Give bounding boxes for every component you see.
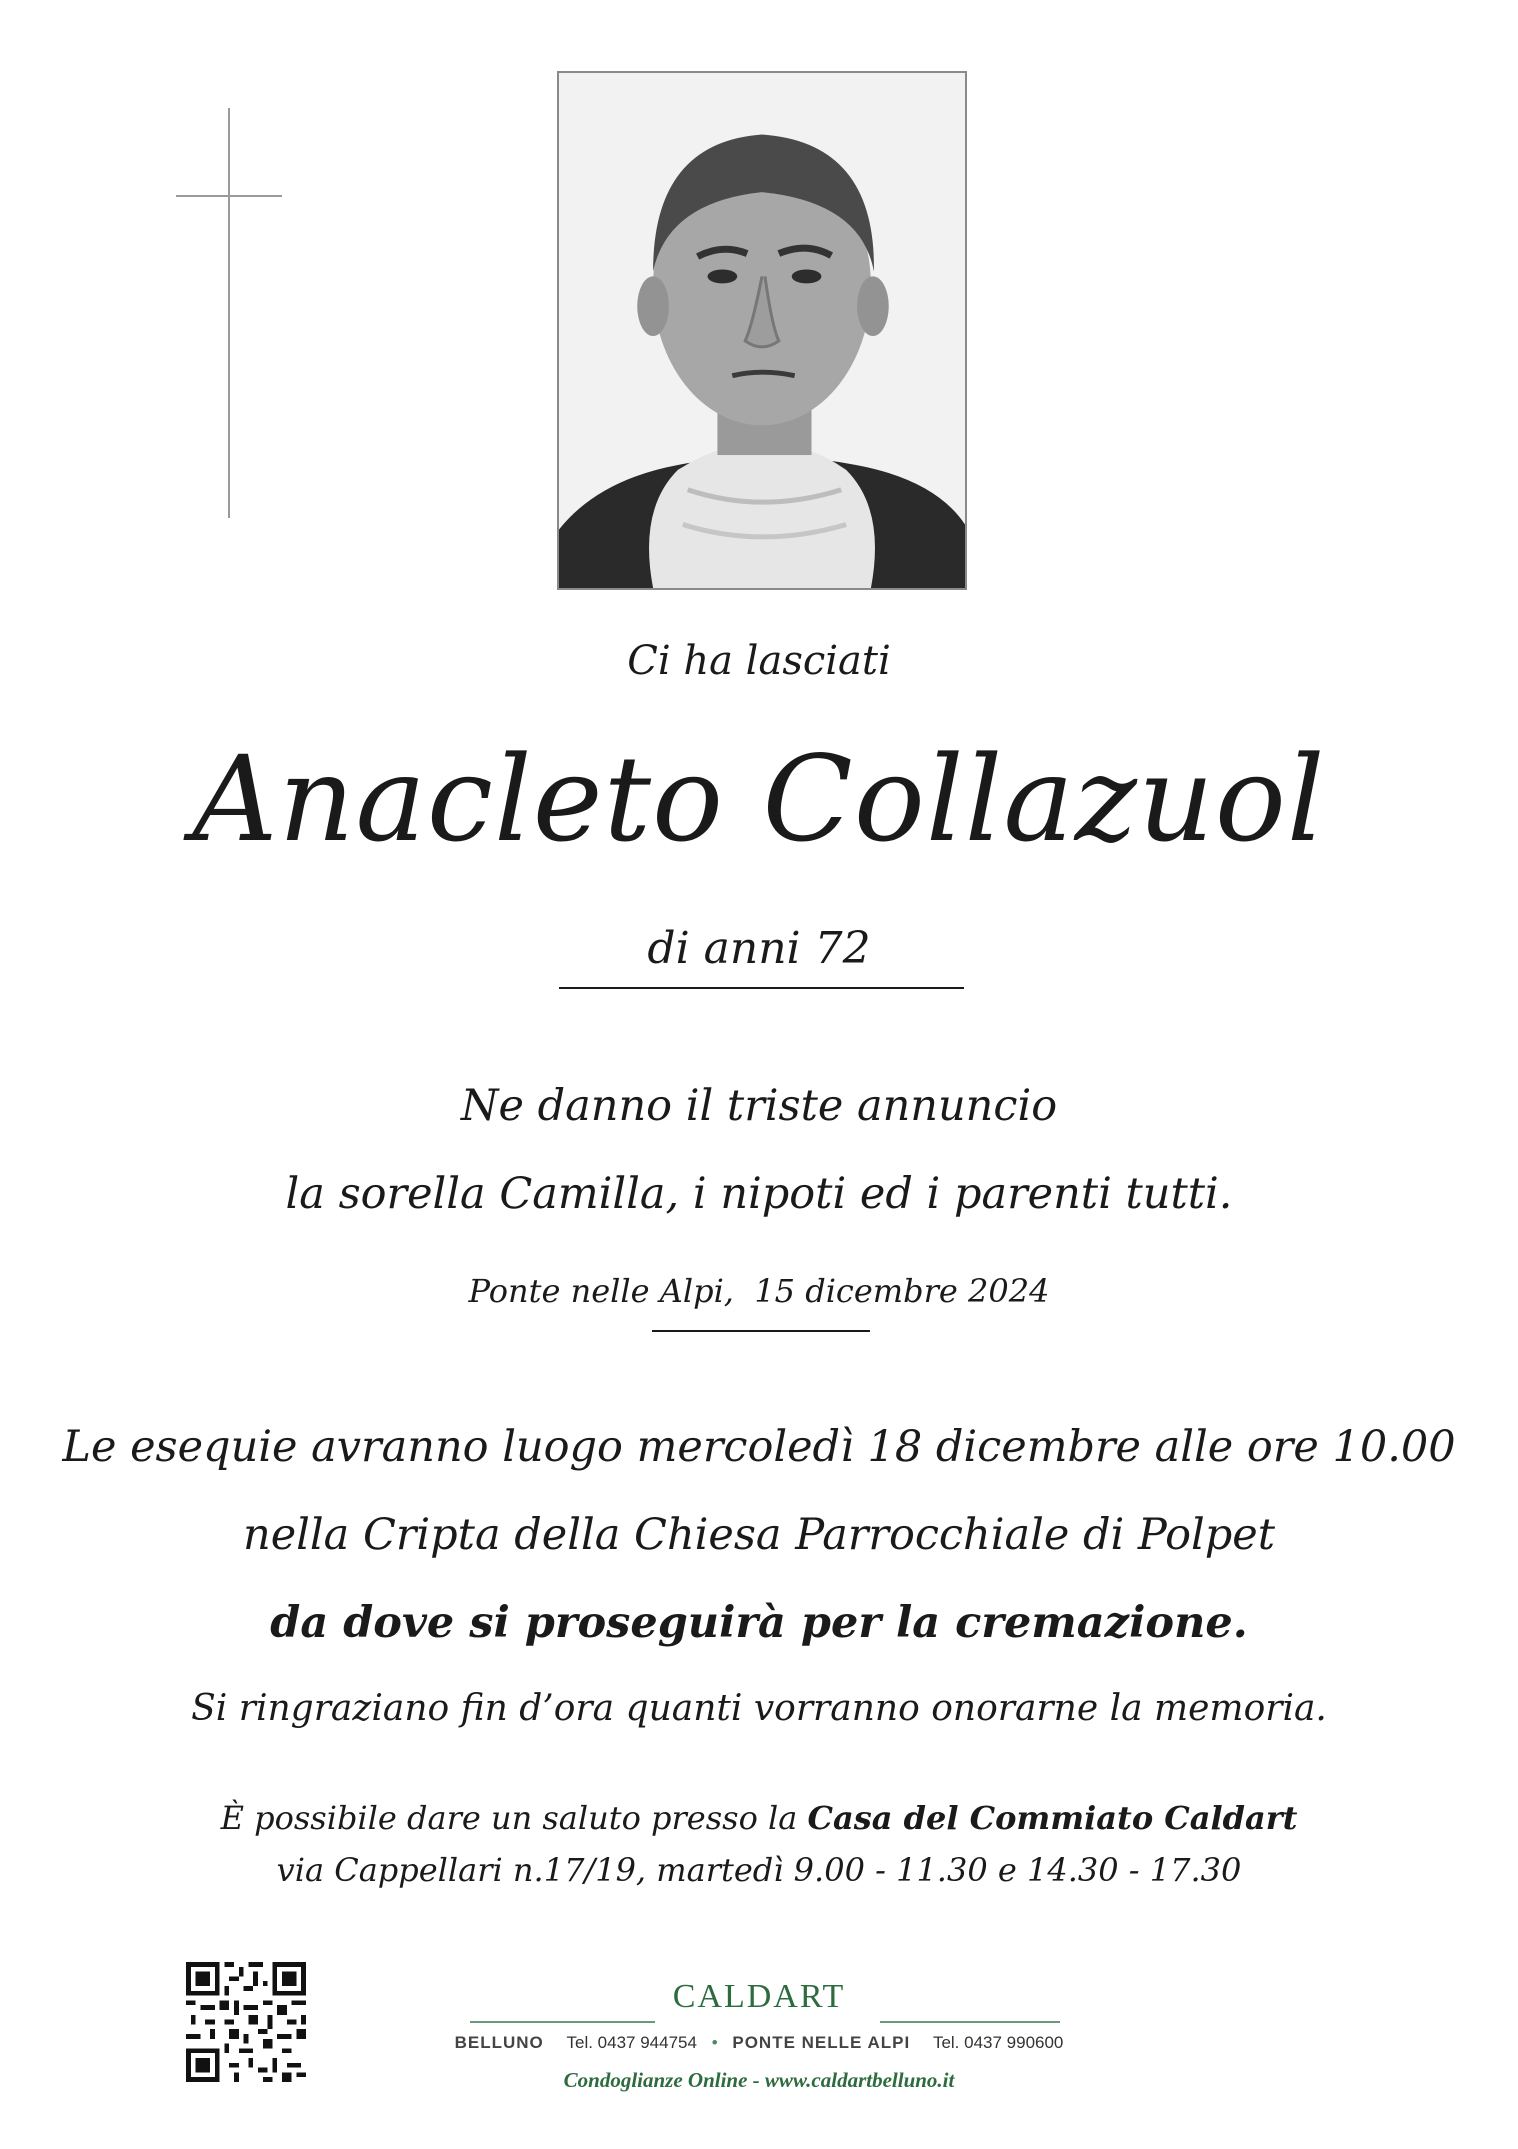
brand-divider-left — [470, 2021, 655, 2023]
visit-line-2: via Cappellari n.17/19, martedì 9.00 - 11.30 e 14.30 - 17.30 — [276, 1851, 1242, 1889]
funeral-info — [0, 1403, 1518, 1667]
funeral-bold-text: da dove si proseguirà per la cremazione. — [270, 1598, 1248, 1648]
divider — [559, 987, 964, 989]
announcement-line: la sorella Camilla, i nipoti ed i parenti tutti. — [285, 1169, 1233, 1219]
city-ponte: PONTE NELLE ALPI — [732, 2033, 911, 2052]
announcement — [0, 1062, 1518, 1238]
place-date: Ponte nelle Alpi, 15 dicembre 2024 — [468, 1272, 1050, 1310]
visit-place: Casa del Commiato Caldart — [807, 1799, 1298, 1837]
city-belluno: BELLUNO — [454, 2033, 544, 2052]
footer-contacts — [0, 2033, 1518, 2053]
divider — [652, 1330, 870, 1332]
tel-belluno: Tel. 0437 944754 — [566, 2033, 697, 2052]
brand-divider-right — [880, 2021, 1060, 2023]
tel-ponte: Tel. 0437 990600 — [932, 2033, 1064, 2052]
visit-info — [0, 1792, 1518, 1896]
portrait-photo — [557, 71, 967, 590]
thanks-text: Si ringraziano fin d’ora quanti vorranno onorarne la memoria. — [191, 1688, 1327, 1729]
online-condolences-link[interactable]: Condoglianze Online - www.caldartbelluno.it — [563, 2068, 955, 2092]
announcement-line: Ne danno il triste annuncio — [460, 1081, 1058, 1131]
cross-icon-bar — [176, 195, 282, 197]
age-text: di anni 72 — [647, 923, 871, 974]
funeral-line: nella Cripta della Chiesa Parrocchiale di Polpet — [243, 1510, 1275, 1560]
brand-logo: CALDART — [672, 1978, 846, 2015]
deceased-name: Anacleto Collazuol — [192, 730, 1326, 868]
visit-line-1 — [0, 1792, 1518, 1844]
funeral-line: Le esequie avranno luogo mercoledì 18 dicembre alle ore 10.00 — [62, 1422, 1456, 1472]
separator-dot: • — [711, 2033, 718, 2052]
visit-prefix: È possibile dare un saluto presso la — [220, 1799, 798, 1837]
funeral-bold-line — [0, 1579, 1518, 1667]
intro-text: Ci ha lasciati — [627, 638, 891, 684]
cross-icon — [228, 108, 230, 518]
